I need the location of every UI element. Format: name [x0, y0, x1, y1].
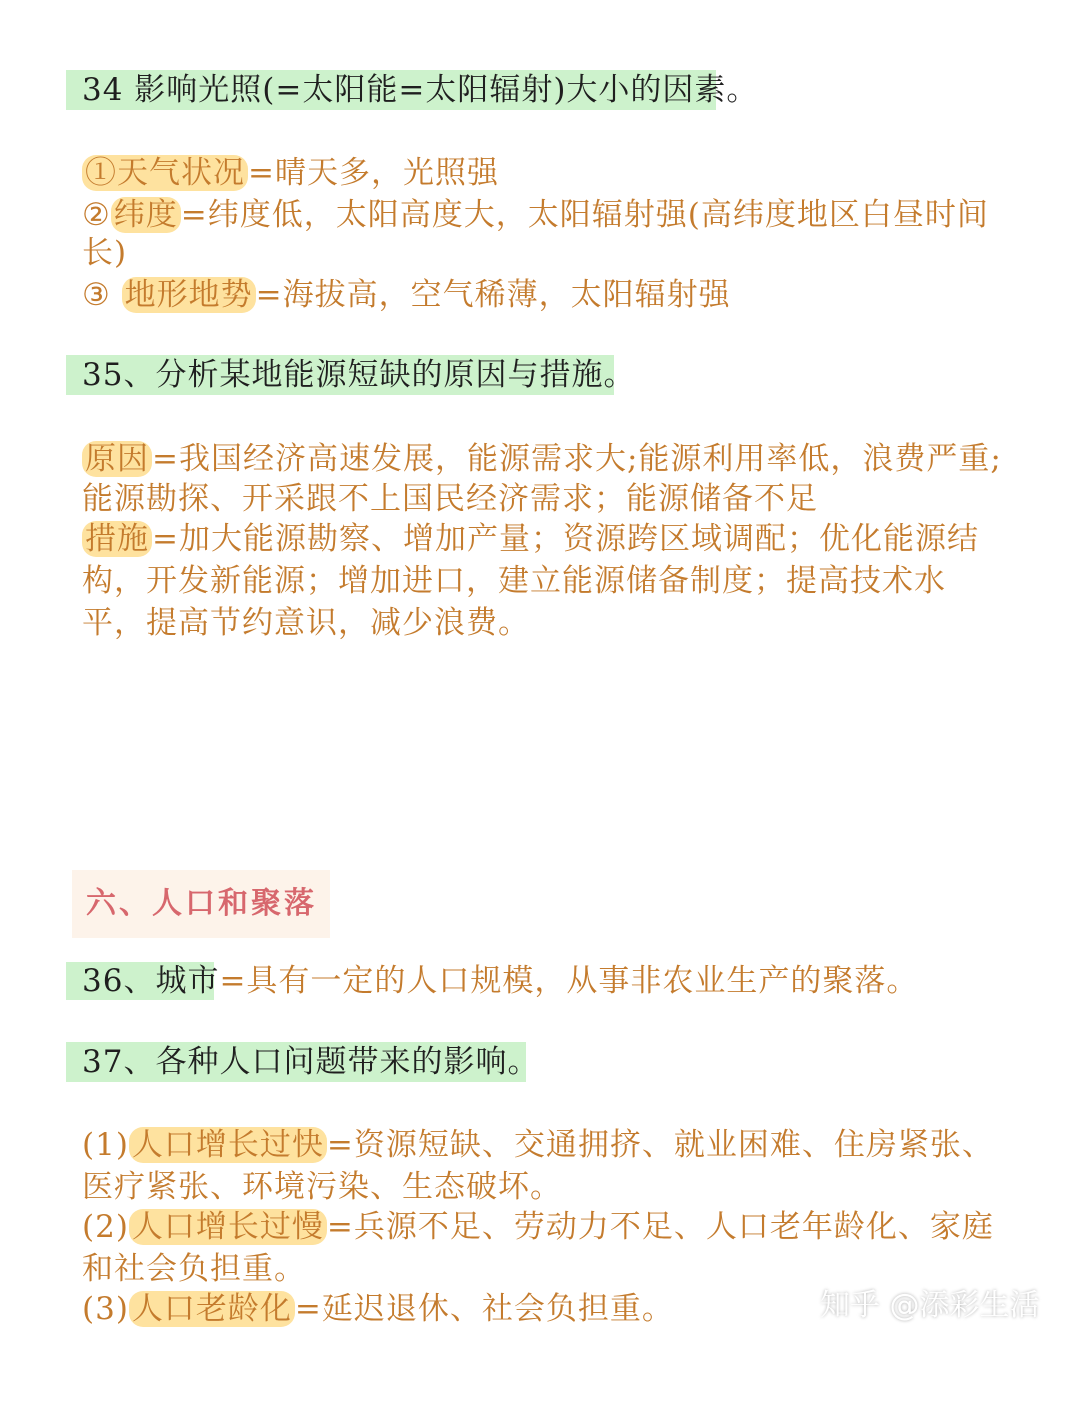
q34-item-3-prefix: ③ [82, 277, 122, 313]
q35-measure-line-1 [82, 518, 979, 560]
q35-reason-text: =我国经济高速发展，能源需求大;能源利用率低，浪费严重; [152, 441, 1002, 477]
q37-item-1-line-2: 医疗紧张、环境污染、生态破坏。 [82, 1169, 562, 1205]
q37-item-3-text: =延迟退休、社会负担重。 [294, 1291, 674, 1327]
q35-reason-label: 原因 [82, 441, 152, 477]
q36-line [82, 960, 918, 1002]
q35-reason-line-1 [82, 438, 1002, 480]
q37-item-2-text: =兵源不足、劳动力不足、人口老年龄化、家庭 [326, 1209, 994, 1245]
q34-item-2 [82, 194, 989, 236]
q37-item-2-line-2: 和社会负担重。 [82, 1251, 306, 1287]
q36-text: =具有一定的人口规模，从事非农业生产的聚落。 [219, 963, 919, 999]
q37-item-2-label: 人口增长过慢 [129, 1209, 327, 1245]
watermark: 知乎 @添彩生活 [820, 1288, 1040, 1323]
q34-item-2-prefix: ② [82, 197, 111, 233]
q34-item-1-text: =晴天多，光照强 [248, 155, 499, 191]
q37-item-3-prefix: (3) [82, 1291, 129, 1327]
q35-measure-text: =加大能源勘察、增加产量；资源跨区域调配；优化能源结 [152, 521, 979, 557]
q37-item-2-line-1 [82, 1206, 994, 1248]
q35-measure-label: 措施 [82, 521, 152, 557]
q37-item-1-prefix: (1) [82, 1127, 129, 1163]
q35-reason-line-2: 能源勘探、开采跟不上国民经济需求；能源储备不足 [82, 481, 818, 517]
q37-item-1-label: 人口增长过快 [129, 1127, 327, 1163]
q35-measure-line-2: 构，开发新能源；增加进口，建立能源储备制度；提高技术水 [82, 563, 946, 599]
q34-item-3-text: =海拔高，空气稀薄，太阳辐射强 [255, 277, 731, 313]
q36-heading: 36、城市 [82, 963, 220, 999]
q34-item-3 [82, 274, 731, 316]
q35-measure-line-3: 平，提高节约意识，减少浪费。 [82, 605, 530, 641]
q37-item-2-prefix: (2) [82, 1209, 129, 1245]
q34-item-3-label: 地形地势 [122, 277, 256, 313]
q37-item-3-line-1 [82, 1288, 674, 1330]
q34-item-1 [82, 152, 499, 194]
q35-heading: 35、分析某地能源短缺的原因与措施。 [82, 357, 636, 393]
q34-item-2-text: =纬度低，太阳高度大，太阳辐射强(高纬度地区白昼时间 [180, 197, 989, 233]
q34-item-2-cont: 长) [82, 235, 128, 271]
q37-heading: 37、各种人口问题带来的影响。 [82, 1044, 540, 1080]
q34-item-2-label: 纬度 [111, 197, 181, 233]
q34-heading: 34 影响光照(=太阳能=太阳辐射)大小的因素。 [82, 72, 759, 108]
section-title: 六、人口和聚落 [86, 886, 317, 921]
q37-item-3-label: 人口老龄化 [129, 1291, 295, 1327]
q34-item-1-label: ①天气状况 [82, 155, 248, 191]
q37-item-1-line-1 [82, 1124, 994, 1166]
q37-item-1-text: =资源短缺、交通拥挤、就业困难、住房紧张、 [326, 1127, 994, 1163]
